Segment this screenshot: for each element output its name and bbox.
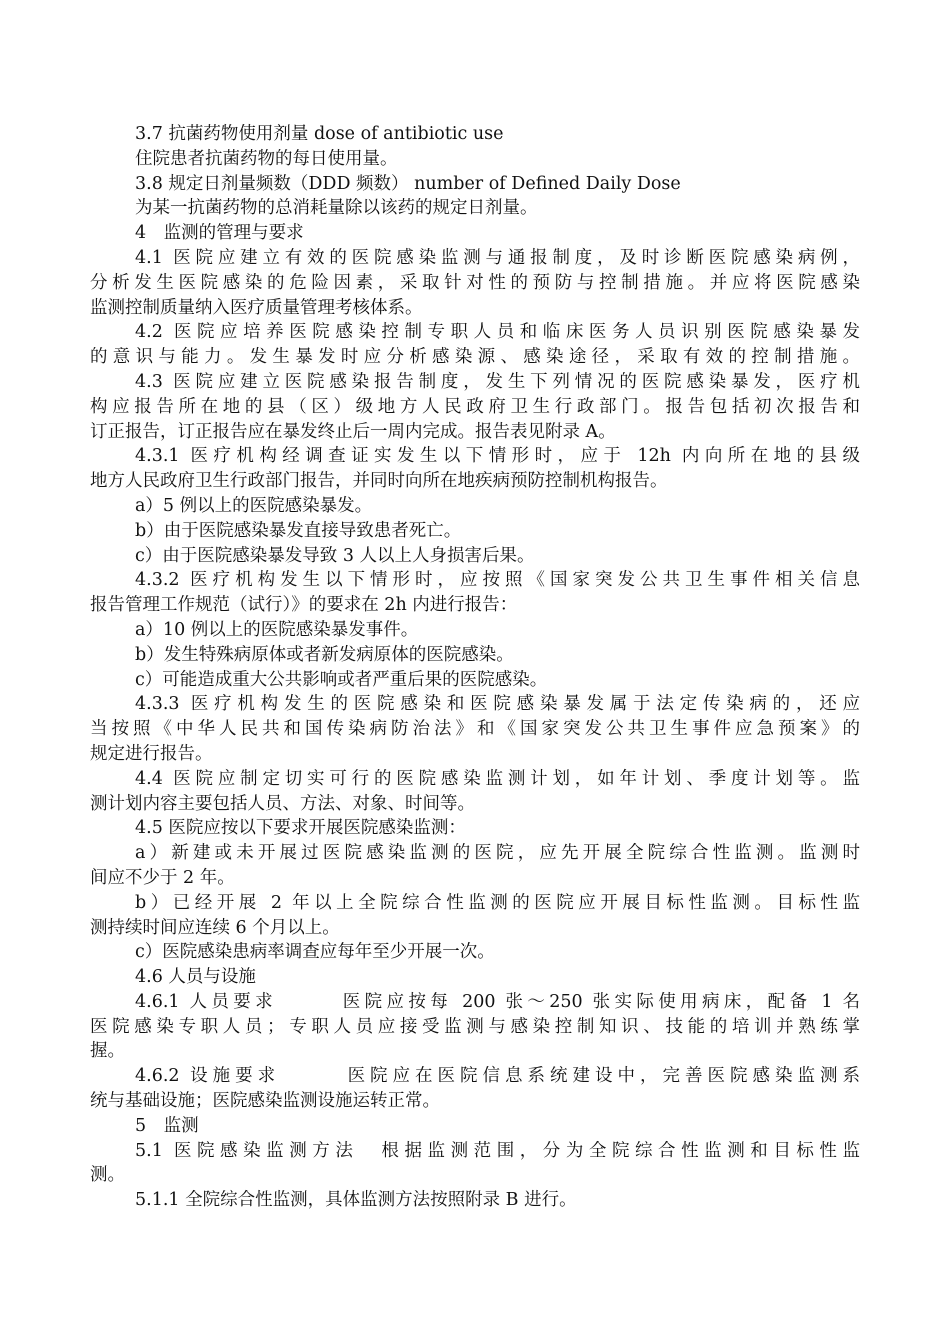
text-line: 分析发生医院感染的危险因素，采取针对性的预防与控制措施。并应将医院感染 (90, 272, 860, 293)
text-line: 测。 (90, 1165, 125, 1186)
text-line: 4.3.1 医疗机构经调查证实发生以下情形时，应于 12h 内向所在地的县级 (135, 446, 860, 467)
text-line: 4.6.2 设施要求 医院应在医院信息系统建设中，完善医院感染监测系 (135, 1066, 860, 1087)
text-line: 握。 (90, 1041, 125, 1062)
text-line: 规定进行报告。 (90, 743, 213, 764)
text-line: a）5 例以上的医院感染暴发。 (135, 495, 373, 516)
text-line: 统与基础设施；医院感染监测设施运转正常。 (90, 1091, 440, 1112)
text-line: a）10 例以上的医院感染暴发事件。 (135, 619, 419, 640)
text-line: b）已经开展 2 年以上全院综合性监测的医院应开展目标性监测。目标性监 (135, 892, 860, 913)
text-line: 医院感染专职人员；专职人员应接受监测与感染控制知识、技能的培训并熟练掌 (90, 1016, 860, 1037)
text-line: 4.2 医院应培养医院感染控制专职人员和临床医务人员识别医院感染暴发 (135, 322, 860, 343)
text-line: 测持续时间应连续 6 个月以上。 (90, 917, 340, 938)
text-line: c）医院感染患病率调查应每年至少开展一次。 (135, 942, 495, 963)
text-line: 地方人民政府卫生行政部门报告，并同时向所在地疾病预防控制机构报告。 (90, 471, 668, 492)
text-line: a）新建或未开展过医院感染监测的医院，应先开展全院综合性监测。监测时 (135, 843, 860, 864)
text-line: 订正报告，订正报告应在暴发终止后一周内完成。报告表见附录 A。 (90, 421, 616, 442)
text-line: 4.4 医院应制定切实可行的医院感染监测计划，如年计划、季度计划等。监 (135, 768, 860, 789)
text-line: 报告管理工作规范（试行）》的要求在 2h 内进行报告： (90, 595, 518, 616)
text-line: b）发生特殊病原体或者新发病原体的医院感染。 (135, 644, 514, 665)
text-line: 的意识与能力。发生暴发时应分析感染源、感染途径，采取有效的控制措施。 (90, 347, 860, 368)
text-line: 4.5 医院应按以下要求开展医院感染监测： (135, 818, 466, 839)
text-line: 构应报告所在地的县（区）级地方人民政府卫生行政部门。报告包括初次报告和 (90, 396, 860, 417)
text-line: 测计划内容主要包括人员、方法、对象、时间等。 (90, 793, 475, 814)
text-line: 为某一抗菌药物的总消耗量除以该药的规定日剂量。 (135, 198, 538, 219)
text-line: 4.3 医院应建立医院感染报告制度，发生下列情况的医院感染暴发，医疗机 (135, 371, 860, 392)
text-line: 4.3.3 医疗机构发生的医院感染和医院感染暴发属于法定传染病的，还应 (135, 694, 860, 715)
text-line: 4.3.2 医疗机构发生以下情形时，应按照《国家突发公共卫生事件相关信息 (135, 570, 860, 591)
text-line: 3.7 抗菌药物使用剂量 dose of antibiotic use (135, 124, 504, 144)
document-page (90, 122, 860, 1213)
text-line: 当按照《中华人民共和国传染病防治法》和《国家突发公共卫生事件应急预案》的 (90, 719, 860, 740)
text-line: 4 监测的管理与要求 (135, 223, 304, 244)
text-line: b）由于医院感染暴发直接导致患者死亡。 (135, 520, 462, 541)
text-line: 4.6 人员与设施 (135, 967, 256, 988)
text-line: 4.6.1 人员要求 医院应按每 200 张～250 张实际使用病床，配备 1 名 (135, 991, 860, 1012)
text-line: 监测控制质量纳入医疗质量管理考核体系。 (90, 297, 423, 318)
text-line: 3.8 规定日剂量频数（DDD 频数） number of Defined Daily Dose (135, 173, 681, 194)
text-line: 4.1 医院应建立有效的医院感染监测与通报制度，及时诊断医院感染病例， (135, 247, 860, 268)
text-line: c）可能造成重大公共影响或者严重后果的医院感染。 (135, 669, 548, 690)
text-line: 间应不少于 2 年。 (90, 867, 235, 888)
text-line: 5 监测 (135, 1115, 199, 1136)
text-line: c）由于医院感染暴发导致 3 人以上人身损害后果。 (135, 545, 535, 566)
text-line: 5.1 医院感染监测方法 根据监测范围，分为全院综合性监测和目标性监 (135, 1140, 860, 1161)
text-line: 5.1.1 全院综合性监测，具体监测方法按照附录 B 进行。 (135, 1190, 577, 1211)
text-line: 住院患者抗菌药物的每日使用量。 (135, 148, 398, 169)
